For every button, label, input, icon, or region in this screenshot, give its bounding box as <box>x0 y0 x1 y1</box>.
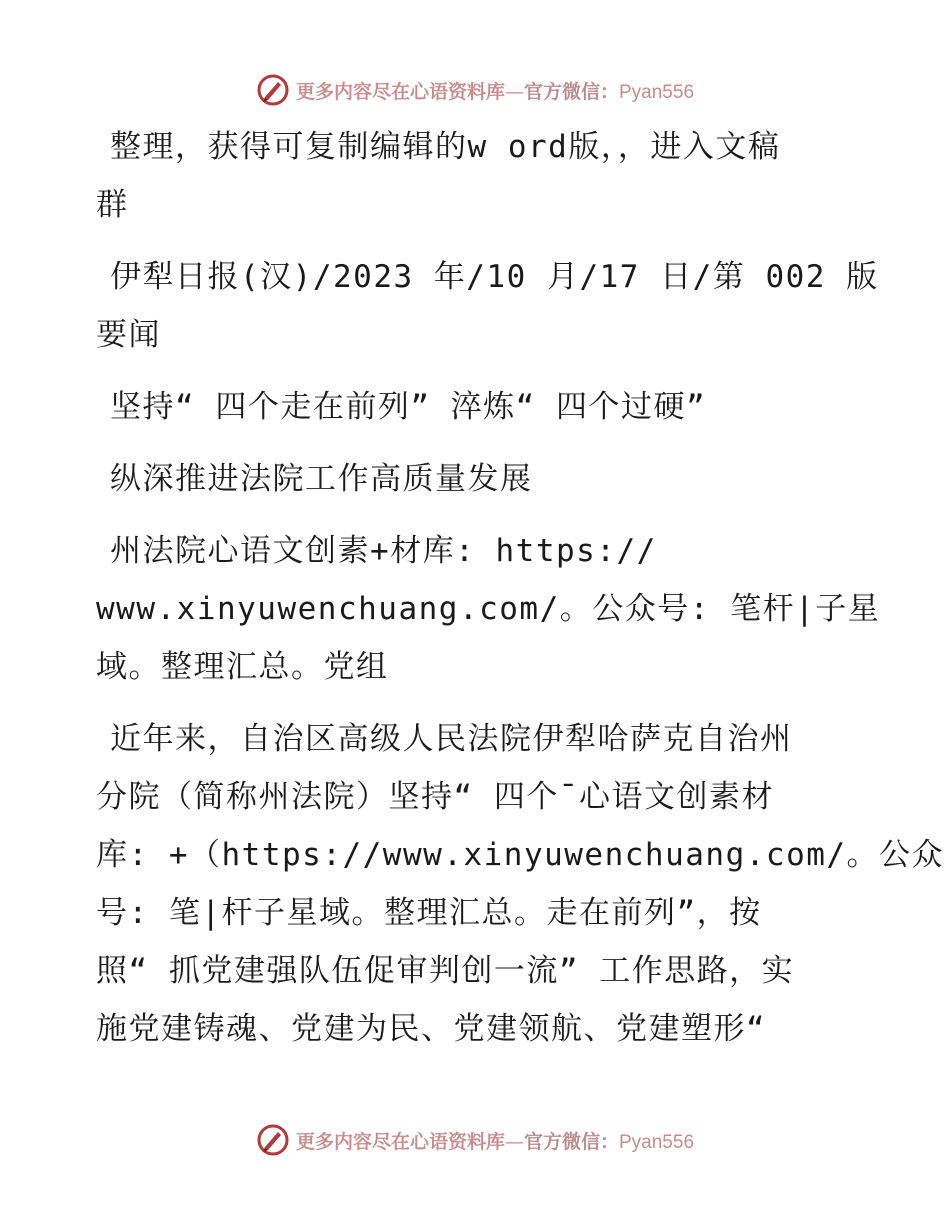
document-body <box>96 118 945 1058</box>
paragraph-line: 照“ 抓党建强队伍促审判创一流” 工作思路，实 <box>96 953 795 989</box>
paragraph-line: 域。整理汇总。党组 <box>96 649 389 685</box>
paragraph-line: www.xinyuwenchuang.com/。公众号: 笔杆|子星 <box>96 591 881 627</box>
footer-banner-dash: — <box>504 1130 524 1153</box>
pen-logo-icon <box>256 1123 290 1157</box>
pen-logo-icon <box>256 73 290 107</box>
header-banner-title: 更多内容尽在心语资料库 <box>295 80 505 103</box>
header-banner-wechat-id: Pyan556 <box>619 81 695 103</box>
paragraph-intro <box>96 118 866 234</box>
footer-banner <box>0 1120 950 1160</box>
paragraph-line: 分院（简称州法院）坚持“ 四个¯心语文创素材 <box>96 779 774 815</box>
header-banner <box>0 70 950 110</box>
article-title <box>96 378 866 436</box>
paragraph-line: 号: 笔|杆子星域。整理汇总。走在前列”，按 <box>96 895 762 931</box>
footer-banner-wechat-label: 官方微信： <box>523 1130 619 1153</box>
paragraph-line: 伊犁日报(汉)/2023 年/10 月/17 日/第 002 版 <box>110 259 879 295</box>
paragraph-line: 州法院心语文创素+材库: https:// <box>110 533 657 569</box>
header-banner-text <box>296 77 694 104</box>
paragraph-line: 近年来，自治区高级人民法院伊犁哈萨克自治州 <box>110 721 793 757</box>
paragraph-notice <box>96 522 881 696</box>
paragraph-line: 施党建铸魂、党建为民、党建领航、党建塑形“ <box>96 1011 767 1047</box>
paragraph-line: 群 <box>96 187 129 223</box>
paragraph-line: 库: +（https://www.xinyuwenchuang.com/。公众 <box>96 837 945 873</box>
footer-banner-wechat-id: Pyan556 <box>619 1131 695 1153</box>
footer-banner-text <box>296 1127 694 1154</box>
article-subtitle <box>96 450 866 508</box>
paragraph-line: 纵深推进法院工作高质量发展 <box>110 461 533 497</box>
header-banner-dash: — <box>504 80 524 103</box>
paragraph-line: 坚持“ 四个走在前列” 淬炼“ 四个过硬” <box>110 389 707 425</box>
paragraph-body <box>96 710 945 1058</box>
paragraph-line: 整理，获得可复制编辑的w ord版，，进入文稿 <box>110 129 781 165</box>
header-banner-wechat-label: 官方微信： <box>523 80 619 103</box>
paragraph-source <box>96 248 879 364</box>
paragraph-line: 要闻 <box>96 317 161 353</box>
footer-banner-title: 更多内容尽在心语资料库 <box>295 1130 505 1153</box>
